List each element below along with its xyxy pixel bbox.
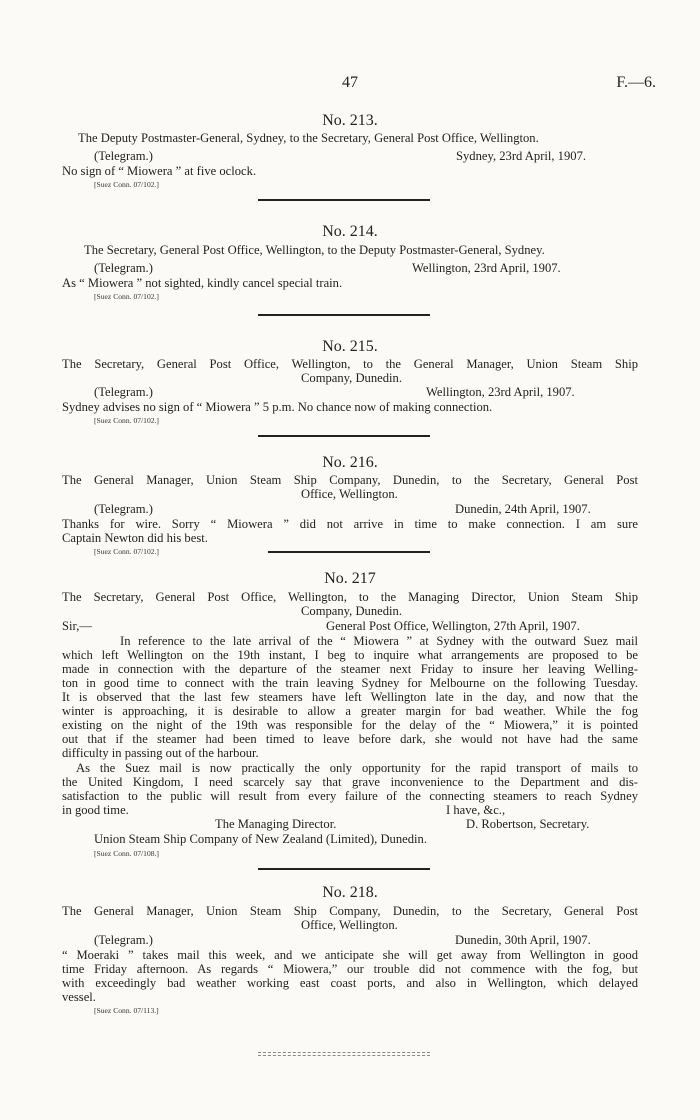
letter-paragraph-line: winter is approaching, it is desirable to allow a greater margin for bad weather. While the fog xyxy=(62,704,638,718)
entry-from-to-cont: Company, Dunedin. xyxy=(301,604,402,618)
entry-number: No. 215. xyxy=(322,338,378,355)
entry-body-cont: Captain Newton did his best. xyxy=(62,531,208,545)
entry-file-ref: [Suez Conn. 07/102.] xyxy=(94,416,159,425)
letter-paragraph-line: which left Wellington on the 19th instant, I beg to inquire what arrangements are proposed to be xyxy=(62,648,638,662)
entry-from-to: The Secretary, General Post Office, Wellington, to the Managing Director, Union Steam Ship xyxy=(62,590,638,604)
entry-file-ref: [Suez Conn. 07/102.] xyxy=(94,180,159,189)
entry-from-to: The Secretary, General Post Office, Wellington, to the General Manager, Union Steam Ship xyxy=(62,357,638,371)
entry-place-date: Dunedin, 30th April, 1907. xyxy=(455,933,591,947)
entry-body: Sydney advises no sign of “ Miowera ” 5 p.m. No chance now of making connection. xyxy=(62,400,493,414)
entry-body: vessel. xyxy=(62,990,96,1004)
entry-from-to-cont: Office, Wellington. xyxy=(301,487,398,501)
entry-number: No. 216. xyxy=(322,454,378,471)
entry-body: As “ Miowera ” not sighted, kindly cancel special train. xyxy=(62,276,343,290)
entry-file-ref: [Suez Conn. 07/113.] xyxy=(94,1006,159,1015)
entry-place-date: General Post Office, Wellington, 27th April, 1907. xyxy=(326,619,580,633)
entry-from-to: The General Manager, Union Steam Ship Company, Dunedin, to the Secretary, General Post xyxy=(62,904,638,918)
divider xyxy=(258,199,430,201)
entry-body: time Friday afternoon. As regards “ Miowera,” our trouble did not commence with the fog, but xyxy=(62,962,638,976)
entry-body: Thanks for wire. Sorry “ Miowera ” did not arrive in time to make connection. I am sure xyxy=(62,517,638,531)
entry-type: (Telegram.) xyxy=(94,149,153,163)
entry-number: No. 218. xyxy=(322,884,378,901)
entry-type: (Telegram.) xyxy=(94,502,153,516)
entry-type: (Telegram.) xyxy=(94,933,153,947)
letter-paragraph-line: out that if the steamer had been timed to leave before dark, she would not have had the same xyxy=(62,732,638,746)
end-divider xyxy=(258,1052,430,1053)
entry-place-date: Wellington, 23rd April, 1907. xyxy=(412,261,561,275)
entry-file-ref: [Suez Conn. 07/102.] xyxy=(94,292,159,301)
entry-from-to: The General Manager, Union Steam Ship Company, Dunedin, to the Secretary, General Post xyxy=(62,473,638,487)
entry-type: (Telegram.) xyxy=(94,385,153,399)
letter-signature: D. Robertson, Secretary. xyxy=(466,817,590,831)
letter-paragraph-line: existing on the night of the 19th was responsible for the delay of the “ Miowera,” it is pointed xyxy=(62,718,638,732)
letter-paragraph-line: In reference to the late arrival of the “ Miowera ” at Sydney with the outward Suez mail xyxy=(120,634,638,648)
letter-paragraph-line: ton in good time to connect with the train leaving Sydney for Melbourne on the following Tuesday. xyxy=(62,676,638,690)
page-number: 47 xyxy=(342,74,358,91)
entry-from-to: The Secretary, General Post Office, Wellington, to the Deputy Postmaster-General, Sydney. xyxy=(84,243,545,257)
divider xyxy=(258,435,430,437)
entry-place-date: Sydney, 23rd April, 1907. xyxy=(456,149,587,163)
entry-type: (Telegram.) xyxy=(94,261,153,275)
end-divider xyxy=(258,1055,430,1056)
entry-place-date: Dunedin, 24th April, 1907. xyxy=(455,502,591,516)
entry-body: No sign of “ Miowera ” at five oclock. xyxy=(62,164,257,178)
letter-salutation: Sir,— xyxy=(62,619,92,633)
letter-addressee-title: The Managing Director. xyxy=(215,817,337,831)
entry-from-to-cont: Company, Dunedin. xyxy=(301,371,402,385)
entry-number: No. 217 xyxy=(324,570,376,587)
letter-paragraph-line: satisfaction to the public will result from every failure of the connecting steamers to reach Sydney xyxy=(62,789,638,803)
entry-from-to-cont: Office, Wellington. xyxy=(301,918,398,932)
document-reference: F.—6. xyxy=(616,74,656,91)
letter-closing: I have, &c., xyxy=(446,803,506,817)
entry-place-date: Wellington, 23rd April, 1907. xyxy=(426,385,575,399)
letter-paragraph-line: the United Kingdom, I need scarcely say that grave inconvenience to the Department and dis- xyxy=(62,775,638,789)
letter-paragraph-line: in good time. xyxy=(62,803,129,817)
entry-file-ref: [Suez Conn. 07/108.] xyxy=(94,849,159,858)
divider xyxy=(268,551,430,553)
letter-paragraph-line: It is observed that the last few steamers have left Wellington late in the day, and now that the xyxy=(62,690,638,704)
entry-body: “ Moeraki ” takes mail this week, and we anticipate she will get away from Wellington in good xyxy=(62,948,638,962)
letter-addressee-company: Union Steam Ship Company of New Zealand (Limited), Dunedin. xyxy=(94,832,427,846)
entry-number: No. 213. xyxy=(322,112,378,129)
entry-from-to: The Deputy Postmaster-General, Sydney, to the Secretary, General Post Office, Wellington. xyxy=(78,131,539,145)
divider xyxy=(258,868,430,870)
divider xyxy=(258,314,430,316)
letter-paragraph-line: As the Suez mail is now practically the only opportunity for the rapid transport of mails to xyxy=(76,761,638,775)
entry-number: No. 214. xyxy=(322,223,378,240)
entry-body: with exceedingly bad weather working east coast ports, and also in Wellington, which delayed xyxy=(62,976,638,990)
letter-paragraph-line: made in connection with the departure of the steamer next Friday to insure her leaving Welling- xyxy=(62,662,638,676)
letter-paragraph-line: difficulty in passing out of the harbour. xyxy=(62,746,259,760)
entry-file-ref: [Suez Conn. 07/102.] xyxy=(94,547,159,556)
